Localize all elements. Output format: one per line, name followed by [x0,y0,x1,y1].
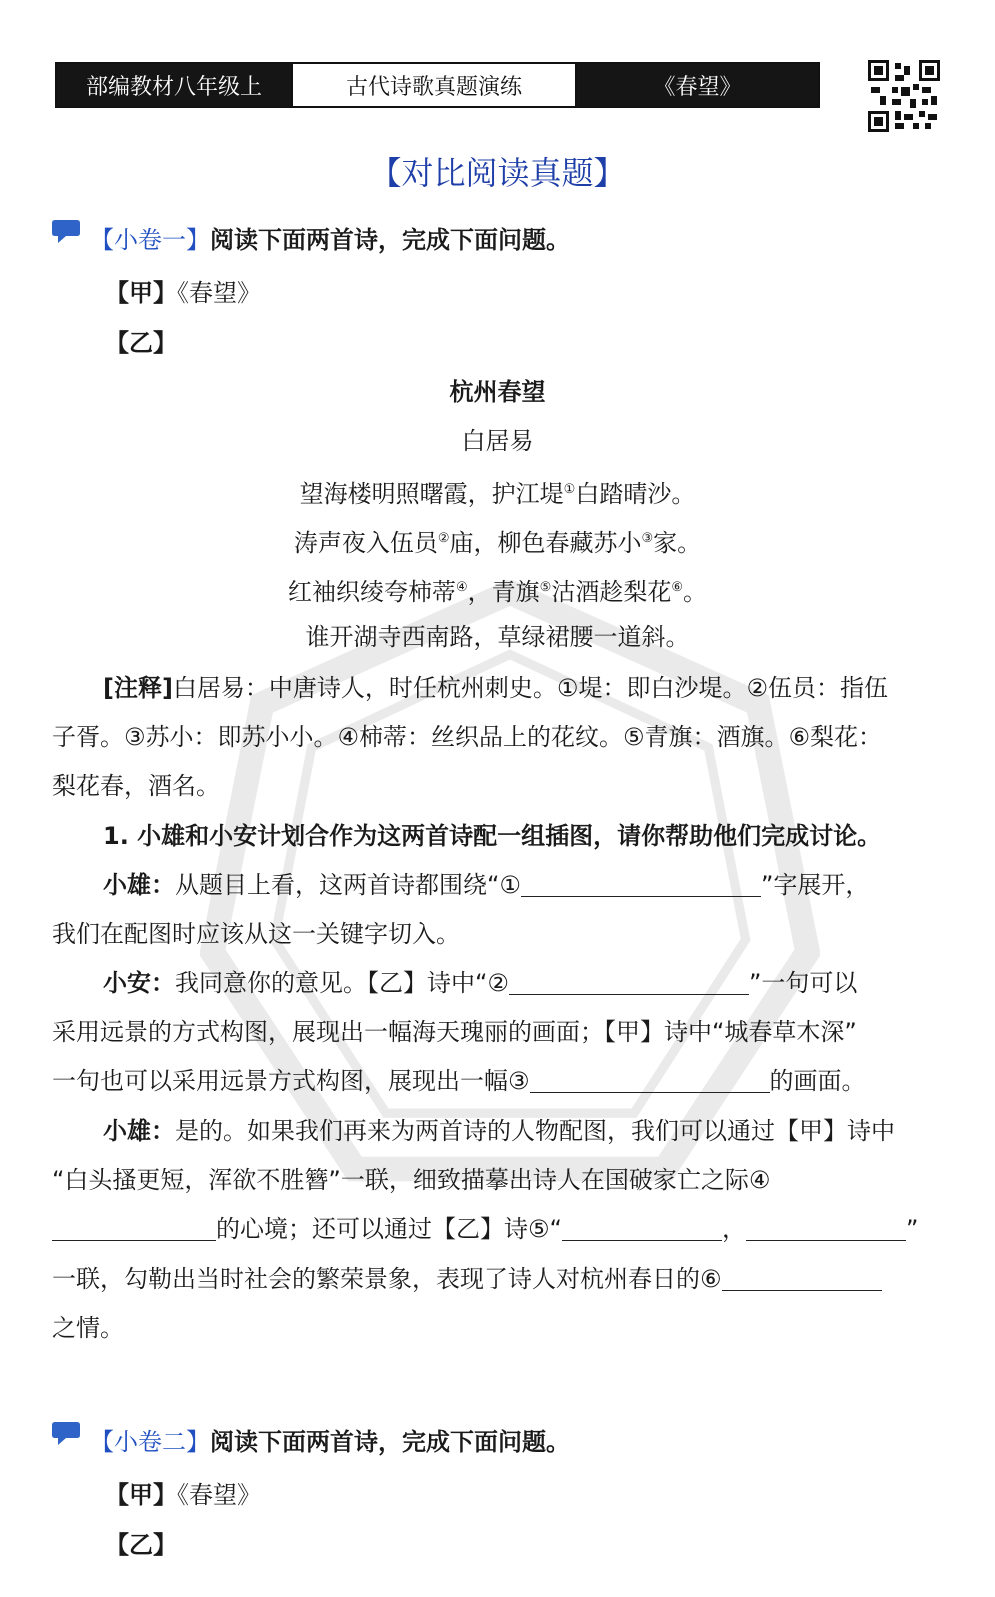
speaker-xiaoan: 小安： [103,969,175,997]
section1-heading [90,225,570,255]
jia-label-2: 【甲】 [105,1481,177,1509]
answer-blank-2[interactable] [509,970,749,995]
section2-instruction: 阅读下面两首诗，完成下面问题。 [210,1428,570,1456]
header-poem: 《春望》 [577,64,818,106]
question-1: 1. 小雄和小安计划合作为这两首诗配一组插图，请你帮助他们完成讨论。 [103,822,882,850]
note-label: [注释] [103,674,173,702]
note-line-3: 梨花春，酒名。 [52,772,220,800]
dialog-line-4: 采用远景的方式构图，展现出一幅海天瑰丽的画面；【甲】诗中“城春草木深” [52,1018,857,1046]
qr-code-icon [868,60,940,132]
speaker-xiaoxiong: 小雄： [103,871,175,899]
dialog-line-3: 小安：我同意你的意见。【乙】诗中“② ”一句可以 [103,969,858,997]
dialog-line-1: 小雄：从题目上看，这两首诗都围绕“① ”字展开， [103,871,870,899]
header-grade: 部编教材八年级上 [57,64,291,106]
answer-blank-3[interactable] [530,1068,770,1093]
poem-author: 白居易 [461,427,534,455]
speaker-xiaoxiong-2: 小雄： [103,1117,175,1145]
poem-title: 杭州春望 [449,378,546,406]
answer-blank-5b[interactable] [746,1216,906,1241]
speech-bubble-icon [52,218,82,244]
poem-line-3: 红袖织绫夸柿蒂④，青旗⑤沽酒趁梨花⑥。 [288,578,707,606]
dialog-line-8: 的心境；还可以通过【乙】诗⑤“ ， ” [52,1214,918,1244]
dialog-line-10: 之情。 [52,1314,124,1342]
dialog-line-6: 小雄：是的。如果我们再来为两首诗的人物配图，我们可以通过【甲】诗中 [103,1117,895,1145]
answer-blank-1[interactable] [521,872,761,897]
header-bar [55,62,820,108]
poem-line-1: 望海楼明照曙霞，护江堤①白踏晴沙。 [299,480,696,508]
answer-blank-6[interactable] [722,1266,882,1291]
section2-jia [105,1480,261,1510]
section2-heading [90,1427,570,1457]
dialog-line-2: 我们在配图时应该从这一关键字切入。 [52,920,460,948]
speech-bubble-icon [52,1420,82,1446]
section1-jia [105,278,261,308]
answer-blank-4[interactable] [52,1216,216,1241]
jia-title: 《春望》 [177,279,261,307]
section2-yi-label: 【乙】 [105,1531,177,1559]
dialog-line-5: 一句也可以采用远景方式构图，展现出一幅③ 的画面。 [52,1067,866,1095]
section2-tag: 【小卷二】 [90,1428,210,1456]
dialog-line-7: “白头搔更短，浑欲不胜簪”一联，细致描摹出诗人在国破家亡之际④ [52,1166,771,1194]
page-title: 【对比阅读真题】 [369,154,626,192]
poem-line-2: 涛声夜入伍员②庙，柳色春藏苏小③家。 [293,529,702,557]
dialog-line-9: 一联，勾勒出当时社会的繁荣景象，表现了诗人对杭州春日的⑥ [52,1264,882,1294]
section1-instruction: 阅读下面两首诗，完成下面问题。 [210,226,570,254]
section1-tag: 【小卷一】 [90,226,210,254]
note-line-1: [注释]白居易：中唐诗人，时任杭州刺史。①堤：即白沙堤。②伍员：指伍 [103,674,888,702]
note-line-2: 子胥。③苏小：即苏小小。④柿蒂：丝织品上的花纹。⑤青旗：酒旗。⑥梨花： [52,723,883,751]
answer-blank-5a[interactable] [562,1216,722,1241]
poem-line-4: 谁开湖寺西南路，草绿裙腰一道斜。 [305,623,690,651]
jia-title-2: 《春望》 [177,1481,261,1509]
section1-yi-label: 【乙】 [105,329,177,357]
jia-label: 【甲】 [105,279,177,307]
header-topic: 古代诗歌真题演练 [291,64,577,106]
